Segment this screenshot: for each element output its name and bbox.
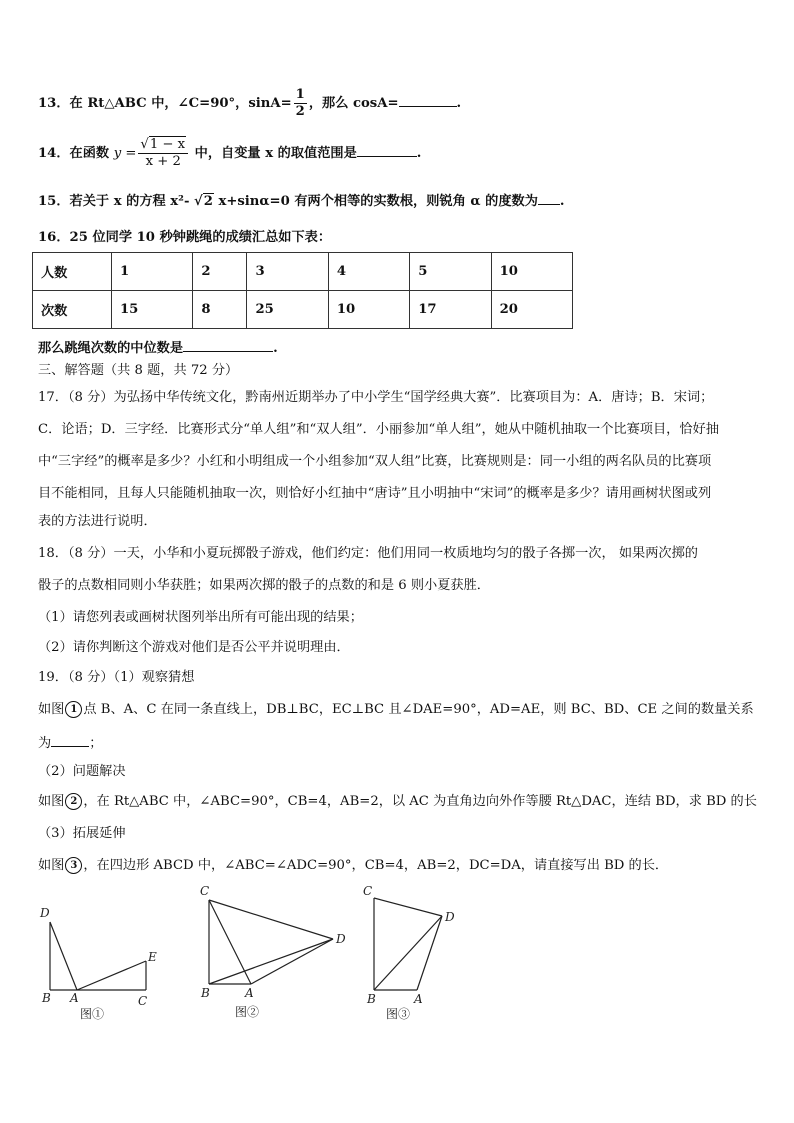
q19-part3	[38, 856, 668, 876]
table-cell: 15	[112, 291, 193, 329]
q19-p1-pre: 如图	[38, 702, 65, 717]
q14-end: .	[416, 146, 422, 161]
q19-p1-cont: 为	[38, 736, 52, 751]
figure-3	[360, 880, 470, 1025]
question-16-intro: 16．25 位同学 10 秒钟跳绳的成绩汇总如下表：	[38, 230, 332, 245]
figure-caption: 图①	[80, 1007, 105, 1021]
q18-line-2: 骰子的点数相同则小华获胜；如果两次掷的骰子的点数的和是 6 则小夏获胜．	[38, 578, 490, 593]
q19-heading: 19．（8 分）（1）观察猜想	[38, 670, 195, 685]
fraction-numerator: 1	[295, 87, 305, 102]
q19-p3-text: ，在四边形 ABCD 中，∠ABC=∠ADC=90°，CB=4，AB=2，DC=DA，请直接写出 BD 的长．	[83, 858, 669, 873]
answer-blank	[51, 732, 89, 747]
fraction-denominator: 2	[295, 104, 305, 119]
q17-line-2: C．论语；D．三字经．比赛形式分“单人组”和“双人组”．小丽参加“单人组”，她从中随机抽取一个比赛项目，恰好抽	[38, 422, 719, 437]
jump-rope-table	[32, 252, 573, 329]
table-cell: 20	[491, 291, 572, 329]
point-label-e: E	[148, 950, 157, 964]
segment-da	[50, 922, 77, 990]
q19-p2-pre: 如图	[38, 794, 65, 809]
segment-bd	[374, 916, 442, 990]
q15-suffix: x+sinα=0 有两个相等的实数根，则锐角 α 的度数为	[213, 194, 538, 209]
answer-blank	[399, 92, 457, 107]
question-13	[38, 87, 461, 120]
segment-ad	[417, 916, 442, 990]
q16-end: .	[273, 341, 278, 356]
point-label-c: C	[138, 994, 148, 1008]
table-row-header: 人数	[33, 253, 112, 291]
point-label-b: B	[201, 986, 210, 1000]
figure-ref-2: 2	[65, 793, 82, 810]
table-cell: 5	[410, 253, 491, 291]
fraction-denominator: x + 2	[145, 154, 181, 169]
point-label-b: B	[367, 992, 376, 1006]
table-cell: 4	[328, 253, 409, 291]
point-label-a: A	[414, 992, 423, 1006]
point-label-c: C	[200, 884, 210, 898]
fraction-one-half	[294, 87, 307, 120]
q15-end: .	[559, 194, 565, 209]
sqrt-content: 1 − x	[149, 137, 186, 152]
point-label-a: A	[70, 991, 79, 1005]
segment-bd	[209, 939, 333, 984]
q13-suffix: ，那么 cosA=	[308, 96, 399, 111]
function-fraction	[138, 137, 188, 170]
q15-prefix: 15．若关于 x 的方程 x²-	[38, 194, 195, 209]
q17-line-5: 表的方法进行说明．	[38, 514, 157, 529]
point-label-d: D	[336, 932, 346, 946]
segment-dc	[374, 898, 442, 916]
figure-caption: 图②	[235, 1005, 260, 1019]
table-cell: 1	[112, 253, 193, 291]
question-16-question	[38, 337, 278, 359]
point-label-d: D	[40, 906, 50, 920]
table-cell: 25	[247, 291, 328, 329]
section-heading: 三、解答题（共 8 题，共 72 分）	[38, 363, 239, 378]
question-14	[38, 137, 421, 170]
function-y: y =	[113, 146, 137, 161]
figure-caption: 图③	[386, 1007, 411, 1021]
table-row-header: 次数	[33, 291, 112, 329]
table-cell: 10	[491, 253, 572, 291]
point-label-b: B	[42, 991, 51, 1005]
sqrt-expression: √2	[194, 194, 213, 209]
sqrt-content: 2	[203, 194, 213, 209]
q19-sub3: （3）拓展延伸	[38, 826, 126, 841]
q19-p1-end: ；	[89, 736, 103, 751]
q14-suffix: 中，自变量 x 的取值范围是	[190, 146, 357, 161]
point-label-d: D	[445, 910, 455, 924]
table-row	[33, 253, 573, 291]
figure-ref-3: 3	[65, 857, 82, 874]
q19-sub2: （2）问题解决	[38, 764, 126, 779]
table-cell: 3	[247, 253, 328, 291]
point-label-c: C	[363, 884, 373, 898]
q13-prefix: 13．在 Rt△ABC 中，∠C=90°，sinA=	[38, 96, 292, 111]
q19-part1-cont	[38, 732, 102, 754]
q19-p1-text: 点 B、A、C 在同一条直线上，DB⊥BC，EC⊥BC 且∠DAE=90°，AD=AE，则 BC、BD、CE 之间的数量关系	[83, 702, 754, 717]
q18-line-1: 18．（8 分）一天，小华和小夏玩掷骰子游戏，他们约定：他们用同一枚质地均匀的骰子各掷一次， 如果两次掷的	[38, 546, 698, 561]
point-label-a: A	[245, 986, 254, 1000]
fraction-numerator: √1 − x	[138, 137, 188, 154]
figure-2	[195, 880, 365, 1025]
q19-part1	[38, 700, 754, 720]
segment-ae	[77, 961, 146, 990]
q17-line-4: 目不能相同，且每人只能随机抽取一次，则恰好小红抽中“唐诗”且小明抽中“宋词”的概率是多少？请用画树状图或列	[38, 486, 712, 501]
q18-line-3: （1）请您列表或画树状图列举出所有可能出现的结果；	[38, 610, 363, 625]
answer-blank	[357, 142, 417, 157]
question-15	[38, 190, 564, 212]
q19-p2-text: ，在 Rt△ABC 中，∠ABC=90°，CB=4，AB=2，以 AC 为直角边向外作等腰 Rt△DAC，连结 BD，求 BD 的长	[83, 794, 757, 809]
q17-line-3: 中“三字经”的概率是多少？小红和小明组成一个小组参加“双人组”比赛，比赛规则是：同一小组的两名队员的比赛项	[38, 454, 712, 469]
table-cell: 10	[328, 291, 409, 329]
q17-line-1: 17．（8 分）为弘扬中华传统文化，黔南州近期举办了中小学生“国学经典大赛”．比赛项目为：A．唐诗；B．宋词；	[38, 390, 714, 405]
segment-cd	[209, 900, 333, 939]
table-row	[33, 291, 573, 329]
segment-ad	[251, 939, 333, 984]
answer-blank	[538, 190, 560, 205]
table-cell: 8	[193, 291, 247, 329]
table-cell: 2	[193, 253, 247, 291]
figure-ref-1: 1	[65, 701, 82, 718]
q14-prefix: 14．在函数	[38, 146, 114, 161]
answer-blank	[183, 337, 273, 352]
q18-line-4: （2）请你判断这个游戏对他们是否公平并说明理由．	[38, 640, 350, 655]
q13-end: .	[456, 96, 462, 111]
table-cell: 17	[410, 291, 491, 329]
q19-part2	[38, 792, 757, 812]
q16-question-text: 那么跳绳次数的中位数是	[38, 341, 184, 356]
q19-p3-pre: 如图	[38, 858, 65, 873]
figure-1	[30, 895, 170, 1025]
